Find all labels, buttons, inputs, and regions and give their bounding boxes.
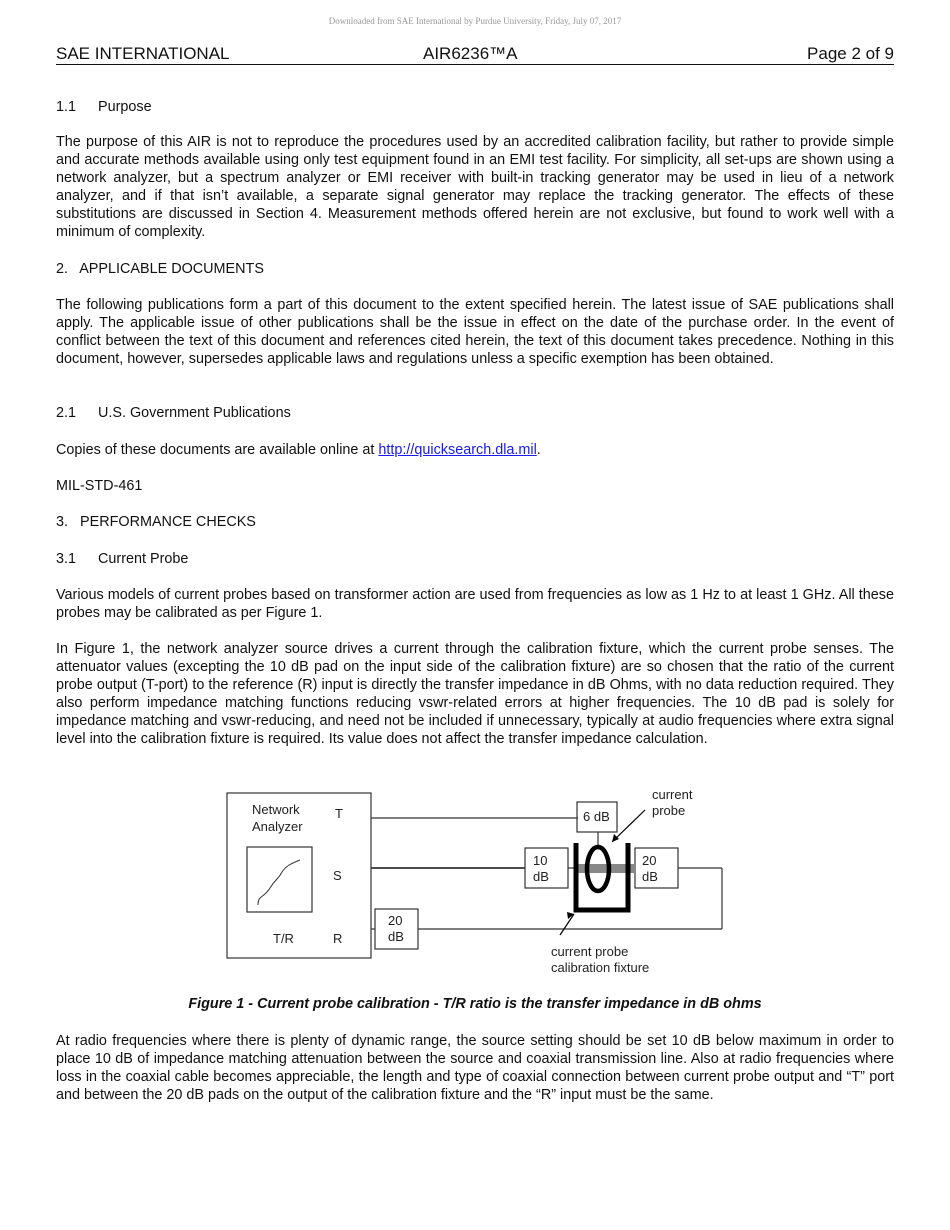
label-network: Network (252, 802, 300, 817)
heading-2: 2. APPLICABLE DOCUMENTS (56, 261, 264, 277)
paragraph-figure1: In Figure 1, the network analyzer source drives a current through the calibration fixture, which the current probe senses. The attenuator values (excepting the 10 dB pad on the input side of the calibration fixture) are so chosen that the ratio of the current probe output (T-port) to the reference (R) input is directly the transfer impedance in dB Ohms, with no data reduction required. They also perform impedance matching functions reducing vswr-related errors at higher frequencies. The 10 dB pad is solely for impedance matching and vswr-reducing, and need not be included if unnecessary, typically at audio frequencies where extra signal level into the calibration fixture is required. Its value does not affect the transfer impedance calculation. (56, 641, 894, 747)
network-analyzer-box (227, 793, 371, 958)
section-number: 2.1 (56, 405, 77, 421)
heading-3: 3. PERFORMANCE CHECKS (56, 514, 256, 530)
section-number: 1.1 (56, 99, 77, 115)
label-10: 10 (533, 853, 548, 868)
paragraph-probes: Various models of current probes based on transformer action are used from frequencies as low as 1 Hz to at least 1 GHz. All these probes may be calibrated as per Figure 1. (56, 587, 894, 621)
label-calibration-fixture: calibration fixture (551, 960, 650, 975)
screen-box (247, 847, 312, 912)
paragraph-radio-frequencies: At radio frequencies where there is plenty of dynamic range, the source setting should be set 10 dB below maximum in order to place 10 dB of impedance matching attenuation between the source and coaxial transmission line. Also at radio frequencies where loss in the coaxial cable becomes appreciable, the length and type of coaxial connection between current probe output and “T” port and between the 20 dB pads on the output of the calibration fixture and the “R” input must be the same. (56, 1033, 894, 1103)
section-title: Purpose (98, 99, 152, 115)
copies-text: Copies of these documents are available online at (56, 442, 379, 458)
mil-std-ref: MIL-STD-461 (56, 478, 143, 494)
quicksearch-link[interactable]: http://quicksearch.dla.mil (378, 442, 537, 458)
label-analyzer: Analyzer (252, 819, 303, 834)
label-db: dB (533, 869, 549, 884)
download-watermark: Downloaded from SAE International by Purdue University, Friday, July 07, 2017 (328, 16, 622, 26)
label-current: current (652, 787, 693, 802)
page-header (56, 44, 894, 65)
port-t: T (335, 806, 343, 821)
section-number: 3.1 (56, 551, 77, 567)
heading-1-1 (56, 98, 152, 116)
paragraph-copies (56, 441, 541, 459)
label-20: 20 (388, 913, 403, 928)
header-page: Page 2 of 9 (807, 44, 894, 63)
port-s: S (333, 868, 342, 883)
paragraph-applicable: The following publications form a part of this document to the extent specified herein. The latest issue of SAE publications shall apply. The applicable issue of other publications shall be the issue in effect on the date of the purchase order. In the event of conflict between the text of this document and references cited herein, the text of this document takes precedence. Nothing in this document, however, supersedes applicable laws and regulations unless a specific exemption has been obtained. (56, 297, 894, 367)
figure-caption: Figure 1 - Current probe calibration - T/R ratio is the transfer impedance in dB ohms (188, 996, 762, 1012)
period: . (536, 442, 541, 458)
paragraph-purpose: The purpose of this AIR is not to reproduce the procedures used by an accredited calibration facility, but rather to provide simple and accurate methods available using only test equipment found in an EMI test facility. For simplicity, all set-ups are shown using a network analyzer, but a spectrum analyzer or EMI receiver with built-in tracking generator may be used in lieu of a network analyzer, and if that isn’t available, a separate signal generator may replace the tracking generator. The effects of these substitutions are discussed in Section 4. Measurement methods offered herein are not exclusive, but found to work well with a minimum of complexity. (56, 134, 894, 240)
label-6db: 6 dB (583, 809, 610, 824)
header-doc-id: AIR6236™A (423, 44, 518, 63)
label-current-probe: current probe (551, 944, 629, 959)
section-title: U.S. Government Publications (98, 405, 291, 421)
label-20: 20 (642, 853, 657, 868)
label-db: dB (642, 869, 658, 884)
heading-2-1 (56, 404, 291, 422)
figure-1-diagram (220, 780, 740, 980)
label-probe: probe (652, 803, 686, 818)
section-title: Current Probe (98, 551, 189, 567)
port-r: R (333, 931, 343, 946)
calibration-fixture (576, 843, 628, 910)
header-org: SAE INTERNATIONAL (56, 44, 230, 63)
heading-3-1 (56, 550, 188, 568)
label-tr: T/R (273, 931, 294, 946)
label-db: dB (388, 929, 404, 944)
